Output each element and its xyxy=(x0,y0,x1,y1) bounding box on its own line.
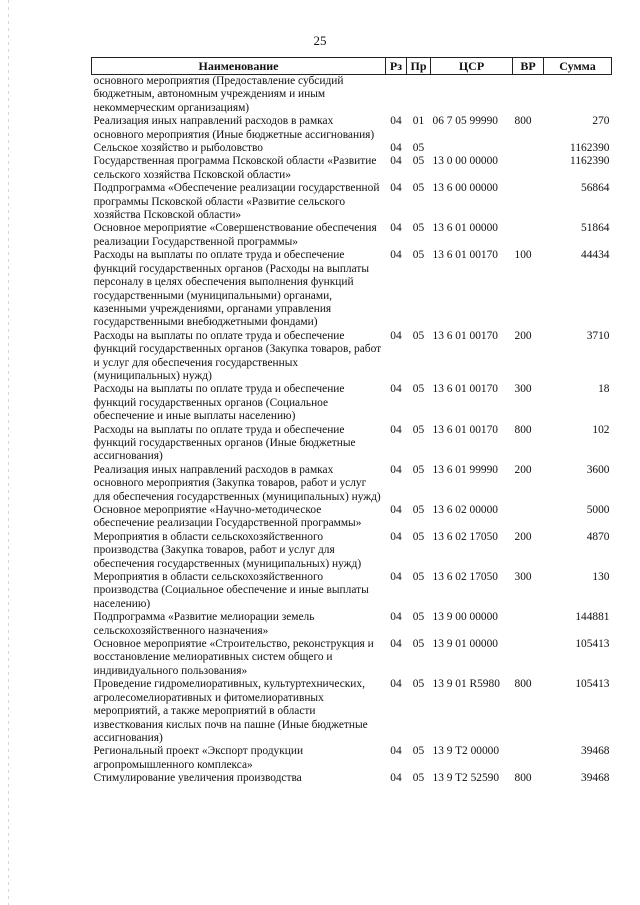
row-csr: 13 6 02 17050 xyxy=(432,530,498,543)
row-name: Основное мероприятие «Строительство, реконструкция и восстановление мелиоративных систем общего и индивидуального пользования» xyxy=(93,638,374,677)
row-vr: 200 xyxy=(514,530,532,543)
row-name: Региональный проект «Экспорт продукции агропромышленного комплекса» xyxy=(93,745,304,771)
table-row xyxy=(92,115,612,142)
row-pr: 05 xyxy=(412,383,425,396)
table-row xyxy=(92,155,612,182)
row-csr: 13 9 00 00000 xyxy=(432,611,498,624)
row-rz: 04 xyxy=(390,571,402,584)
row-vr xyxy=(513,638,544,678)
table-row xyxy=(92,531,612,571)
row-name: Расходы на выплаты по оплате труда и обеспечение функций государственных органов (Иные бюджетные ассигнования) xyxy=(93,423,356,463)
header-rz: Рз xyxy=(386,58,407,75)
row-rz: 04 xyxy=(390,222,402,235)
row-sum: 1162390 xyxy=(570,155,610,168)
row-sum: 18 xyxy=(598,383,610,396)
row-name: Мероприятия в области сельскохозяйственного производства (Закупка товаров, работ и услуг для обеспечения государственных (муниципальных) нужд) xyxy=(93,530,362,570)
row-name: Сельское хозяйство и рыболовство xyxy=(93,142,263,155)
row-vr xyxy=(513,504,544,531)
row-rz: 04 xyxy=(390,383,402,396)
table-row xyxy=(92,383,612,423)
row-sum: 5000 xyxy=(586,504,610,516)
table-row xyxy=(92,222,612,249)
row-sum xyxy=(544,75,612,116)
row-vr: 200 xyxy=(514,329,532,342)
header-csr: ЦСР xyxy=(431,58,513,75)
row-name: Государственная программа Псковской области «Развитие сельского хозяйства Псковской области» xyxy=(93,155,377,181)
row-pr: 05 xyxy=(412,772,425,785)
row-pr: 05 xyxy=(412,611,425,624)
row-rz: 04 xyxy=(390,423,402,436)
row-sum: 144881 xyxy=(575,611,610,624)
row-csr: 13 6 01 99990 xyxy=(432,463,498,476)
row-vr: 800 xyxy=(514,772,532,785)
header-vr: ВР xyxy=(513,58,544,75)
row-csr: 13 6 00 00000 xyxy=(432,182,498,195)
row-rz: 04 xyxy=(390,772,402,785)
row-vr xyxy=(513,142,544,155)
row-vr xyxy=(513,155,544,182)
row-vr xyxy=(513,222,544,249)
row-sum: 105413 xyxy=(575,638,610,651)
table-row xyxy=(92,772,612,785)
row-pr: 01 xyxy=(412,115,425,128)
row-csr: 06 7 05 99990 xyxy=(432,115,498,128)
table-row xyxy=(92,745,612,772)
row-rz: 04 xyxy=(390,638,402,651)
row-name: Реализация иных направлений расходов в рамках основного мероприятия (Закупка товаров, работ и услуг для обеспечения государственных (муниципальных) нужд) xyxy=(93,463,381,503)
row-sum: 102 xyxy=(592,423,610,436)
table-header-row xyxy=(92,58,612,75)
header-name: Наименование xyxy=(92,58,386,75)
row-vr: 800 xyxy=(514,678,532,691)
row-sum: 1162390 xyxy=(570,142,610,155)
row-csr: 13 9 01 00000 xyxy=(432,638,498,651)
row-pr: 05 xyxy=(412,638,425,651)
row-name: Основное мероприятие «Совершенствование обеспечения реализации Государственной программы» xyxy=(93,222,377,248)
table-row xyxy=(92,464,612,504)
row-csr: 13 0 00 00000 xyxy=(432,155,498,168)
table-row xyxy=(92,75,612,116)
row-name: Расходы на выплаты по оплате труда и обеспечение функций государственных органов (Закупка товаров, работ и услуг для обеспечения государственных (муниципальных) нужд) xyxy=(93,329,382,382)
row-name: Расходы на выплаты по оплате труда и обеспечение функций государственных органов (Социальное обеспечение и иные выплаты населению) xyxy=(93,383,345,423)
row-rz: 04 xyxy=(390,249,402,262)
row-pr: 05 xyxy=(412,222,425,235)
row-pr: 05 xyxy=(412,155,425,168)
header-sum: Сумма xyxy=(544,58,612,75)
row-rz: 04 xyxy=(390,142,402,155)
row-name: Мероприятия в области сельскохозяйственного производства (Социальное обеспечение и иные выплаты населению) xyxy=(93,571,369,610)
row-pr: 05 xyxy=(412,463,425,476)
row-vr xyxy=(513,611,544,638)
row-name: Подпрограмма «Развитие мелиорации земель сельскохозяйственного назначения» xyxy=(93,611,315,637)
row-csr: 13 6 02 17050 xyxy=(432,571,498,584)
row-vr: 800 xyxy=(514,423,532,436)
scan-edge xyxy=(8,0,9,905)
row-csr: 13 9 T2 52590 xyxy=(432,772,500,785)
row-vr xyxy=(513,182,544,222)
row-rz: 04 xyxy=(390,182,402,195)
row-name: основного мероприятия (Предоставление субсидий бюджетным, автономным учреждениям и иным некоммерческим организациям) xyxy=(93,75,344,114)
row-rz: 04 xyxy=(390,611,402,624)
row-pr: 05 xyxy=(412,745,425,758)
row-pr xyxy=(407,75,431,116)
row-sum: 130 xyxy=(592,571,610,584)
row-rz: 04 xyxy=(390,463,402,476)
row-name: Основное мероприятие «Научно-методическое обеспечение реализации Государственной программы» xyxy=(93,504,362,530)
row-vr xyxy=(513,745,544,772)
row-vr: 100 xyxy=(514,249,532,262)
page-number: 25 xyxy=(313,33,327,48)
row-name: Стимулирование увеличения производства xyxy=(93,772,302,785)
row-pr: 05 xyxy=(412,329,425,342)
table-row xyxy=(92,330,612,384)
table-row xyxy=(92,611,612,638)
row-vr xyxy=(513,75,544,116)
budget-table xyxy=(91,57,612,786)
row-csr: 13 6 01 00170 xyxy=(432,329,498,342)
row-sum: 51864 xyxy=(581,222,610,235)
table-row xyxy=(92,504,612,531)
row-sum: 39468 xyxy=(581,745,610,758)
row-csr: 13 9 T2 00000 xyxy=(432,745,500,758)
table-row xyxy=(92,424,612,464)
row-name: Реализация иных направлений расходов в рамках основного мероприятия (Иные бюджетные ассигнования) xyxy=(93,115,375,141)
row-rz: 04 xyxy=(390,329,402,342)
row-pr: 05 xyxy=(412,423,425,436)
row-sum: 270 xyxy=(592,115,610,128)
row-vr: 300 xyxy=(514,383,532,396)
row-csr: 13 9 01 R5980 xyxy=(432,678,500,691)
row-pr: 05 xyxy=(412,504,425,516)
row-sum: 4870 xyxy=(586,530,610,543)
row-csr: 13 6 01 00170 xyxy=(432,383,498,396)
row-csr: 13 6 01 00000 xyxy=(432,222,498,235)
row-rz: 04 xyxy=(390,678,402,691)
row-name: Подпрограмма «Обеспечение реализации государственной программы Псковской области «Развитие сельского хозяйства Псковской области» xyxy=(93,182,380,222)
table-row xyxy=(92,638,612,678)
table-row xyxy=(92,678,612,745)
row-rz: 04 xyxy=(390,115,402,128)
row-rz xyxy=(386,75,407,116)
row-sum: 3710 xyxy=(586,329,610,342)
row-sum: 105413 xyxy=(575,678,610,691)
row-pr: 05 xyxy=(412,530,425,543)
row-pr: 05 xyxy=(412,678,425,691)
row-vr: 300 xyxy=(514,571,532,584)
row-csr xyxy=(431,75,513,116)
header-pr: Пр xyxy=(407,58,431,75)
row-pr: 05 xyxy=(412,142,425,155)
row-sum: 3600 xyxy=(586,463,610,476)
row-pr: 05 xyxy=(412,182,425,195)
row-name: Проведение гидромелиоративных, культуртехнических, агролесомелиоративных и фитомелиоративных мероприятий, а также мероприятий в области известкования кислых почв на пашне (Иные бюджетные ассигнования) xyxy=(93,678,368,744)
row-rz: 04 xyxy=(390,155,402,168)
row-sum: 39468 xyxy=(581,772,610,785)
row-csr: 13 6 01 00170 xyxy=(432,423,498,436)
row-sum: 56864 xyxy=(581,182,610,195)
row-rz: 04 xyxy=(390,745,402,758)
row-sum: 44434 xyxy=(581,249,610,262)
row-vr: 800 xyxy=(514,115,532,128)
row-pr: 05 xyxy=(412,571,425,584)
row-vr: 200 xyxy=(514,463,532,476)
row-csr xyxy=(431,142,513,155)
table-row xyxy=(92,249,612,329)
row-name: Расходы на выплаты по оплате труда и обеспечение функций государственных органов (Расходы на выплаты персоналу в целях обеспечения выполнения функций государственными (муниципальными) органами, казенными учреждениями, органами управления государственными внебюджетными фондами) xyxy=(93,249,369,329)
row-csr: 13 6 02 00000 xyxy=(432,504,498,516)
table-row xyxy=(92,182,612,222)
row-pr: 05 xyxy=(412,249,425,262)
row-rz: 04 xyxy=(390,530,402,543)
table-row xyxy=(92,142,612,155)
row-csr: 13 6 01 00170 xyxy=(432,249,498,262)
table-row xyxy=(92,571,612,611)
row-rz: 04 xyxy=(390,504,402,516)
